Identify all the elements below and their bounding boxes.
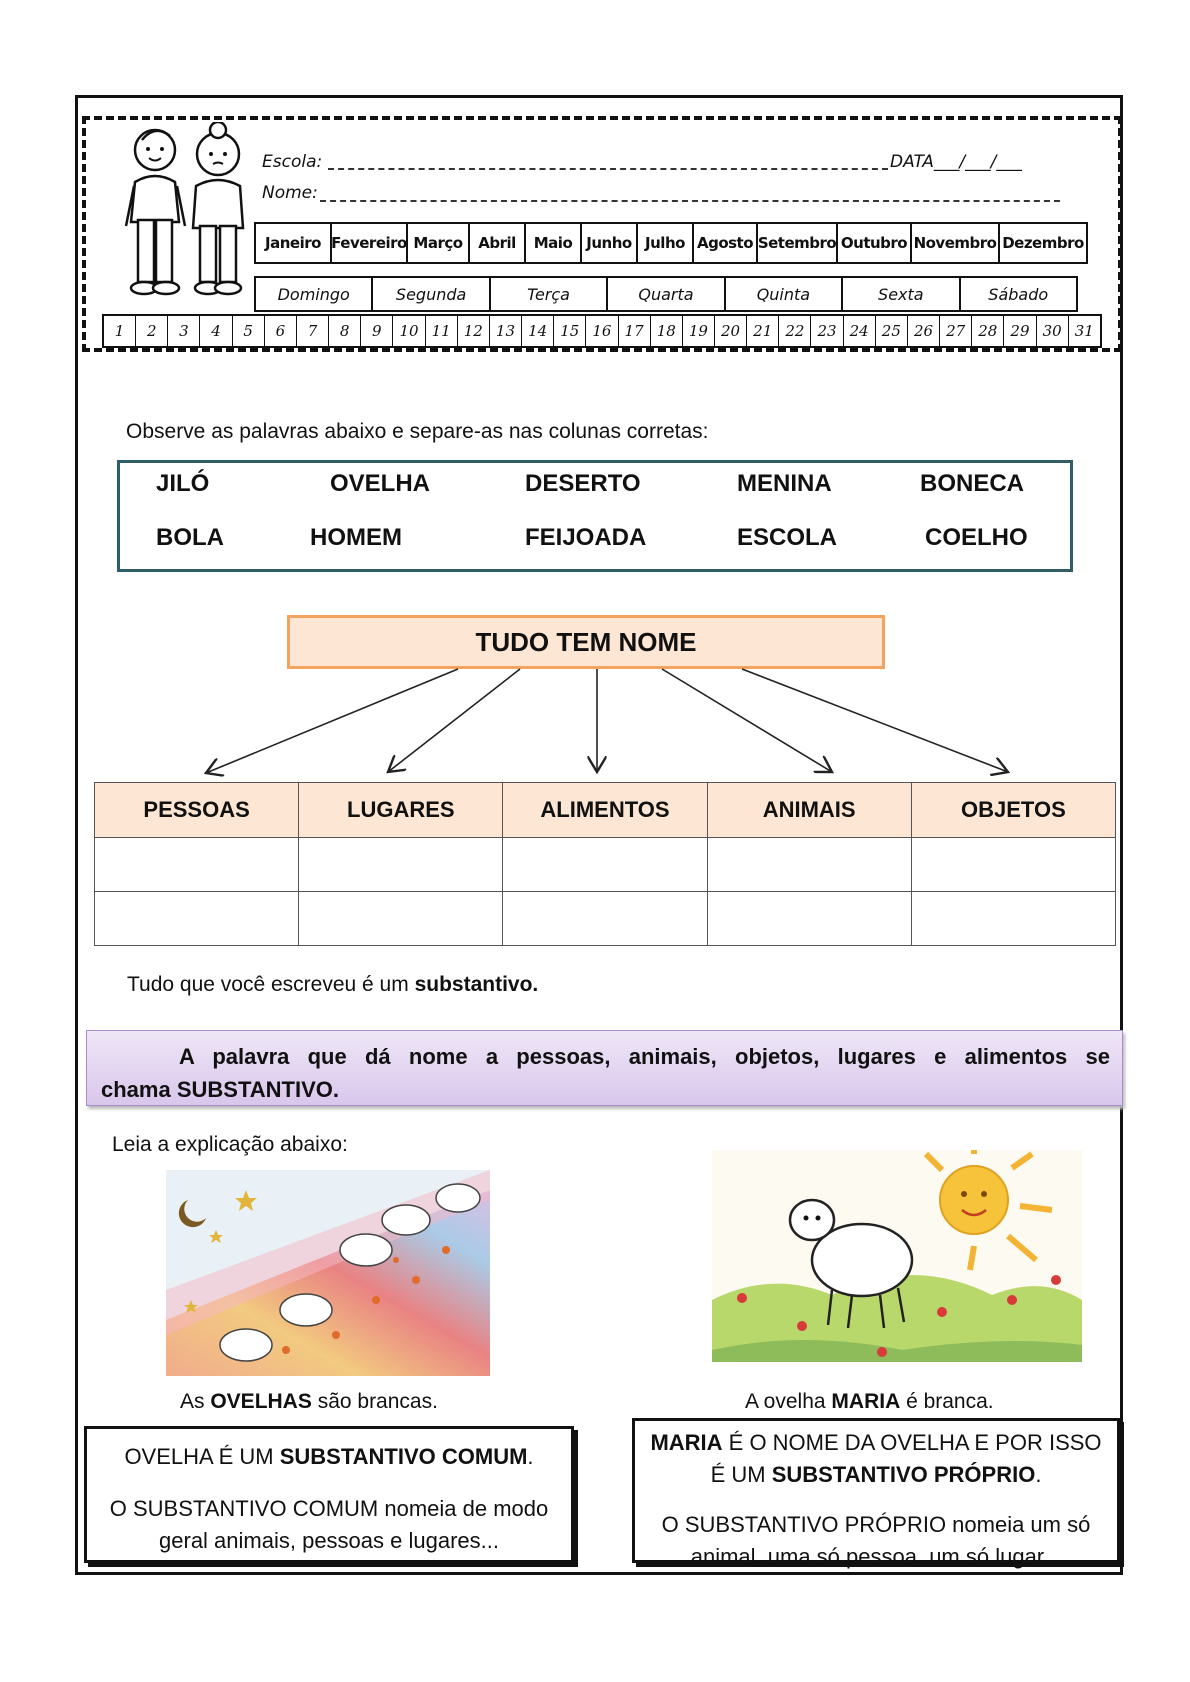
month-cell[interactable]: Novembro [912, 224, 1000, 262]
day-cell[interactable]: 6 [265, 316, 297, 346]
summary-text-bold: substantivo. [414, 973, 539, 996]
proper-noun-box [632, 1418, 1120, 1569]
day-cell[interactable]: 30 [1037, 316, 1069, 346]
common-noun-explanation: O SUBSTANTIVO COMUM nomeia de modo geral animais, pessoas e lugares... [109, 1496, 549, 1553]
instruction-text: Observe as palavras abaixo e separe-as nas colunas corretas: [126, 420, 709, 443]
day-cell[interactable]: 17 [619, 316, 651, 346]
date-label[interactable]: DATA___/___/___ [890, 152, 1022, 172]
right-caption-bold: MARIA [831, 1390, 901, 1413]
proper-noun-mid: É O NOME DA OVELHA E POR ISSO É UM [710, 1430, 1102, 1487]
category-header: LUGARES [299, 783, 503, 838]
day-cell[interactable]: 25 [876, 316, 908, 346]
day-cell[interactable]: 28 [972, 316, 1004, 346]
proper-noun-bold2: SUBSTANTIVO PRÓPRIO [771, 1462, 1036, 1487]
month-cell[interactable]: Abril [470, 224, 526, 262]
day-cell[interactable]: 2 [136, 316, 168, 346]
answer-cell[interactable] [299, 838, 503, 892]
category-table [94, 782, 1116, 946]
weekday-cell[interactable]: Sexta [843, 278, 960, 310]
word: OVELHA [330, 470, 431, 497]
word: FEIJOADA [525, 524, 647, 551]
proper-noun-explanation: O SUBSTANTIVO PRÓPRIO nomeia um só animal, uma só pessoa, um só lugar... [661, 1512, 1091, 1569]
word: DESERTO [525, 470, 641, 497]
common-noun-box [84, 1426, 574, 1563]
name-label: Nome: [262, 183, 318, 203]
answer-cell[interactable] [503, 838, 707, 892]
day-cell[interactable]: 24 [844, 316, 876, 346]
weekday-cell[interactable]: Domingo [256, 278, 373, 310]
day-cell[interactable]: 26 [908, 316, 940, 346]
word: COELHO [925, 524, 1028, 551]
month-cell[interactable]: Julho [638, 224, 694, 262]
day-cell[interactable]: 12 [458, 316, 490, 346]
weekday-cell[interactable]: Quarta [608, 278, 725, 310]
month-cell[interactable]: Março [408, 224, 470, 262]
summary-text [127, 973, 538, 997]
proper-noun-bold1: MARIA [650, 1430, 723, 1455]
day-cell[interactable]: 14 [522, 316, 554, 346]
day-cell[interactable]: 21 [747, 316, 779, 346]
day-cell[interactable]: 13 [490, 316, 522, 346]
sheep-sun-illustration [712, 1150, 1082, 1362]
answer-cell[interactable] [95, 892, 299, 946]
category-header: ALIMENTOS [503, 783, 707, 838]
answer-cell[interactable] [911, 892, 1115, 946]
school-label: Escola: [262, 152, 323, 172]
left-caption-bold: OVELHAS [210, 1390, 312, 1413]
answer-cell[interactable] [707, 892, 911, 946]
right-caption-pre: A ovelha [745, 1390, 832, 1413]
answer-cell[interactable] [911, 838, 1115, 892]
month-cell[interactable]: Dezembro [1002, 234, 1084, 252]
day-cell[interactable]: 18 [651, 316, 683, 346]
day-cell[interactable]: 11 [426, 316, 458, 346]
summary-text-plain: Tudo que você escreveu é um [127, 973, 415, 996]
answer-cell[interactable] [707, 838, 911, 892]
day-cell[interactable]: 15 [554, 316, 586, 346]
month-cell[interactable]: Maio [526, 224, 582, 262]
day-cell[interactable]: 1 [104, 316, 136, 346]
month-cell[interactable]: Outubro [838, 224, 912, 262]
day-cell[interactable]: 23 [811, 316, 843, 346]
month-cell[interactable]: Junho [582, 224, 638, 262]
month-cell[interactable]: Setembro [758, 224, 838, 262]
month-cell[interactable]: Janeiro [256, 224, 332, 262]
day-cell[interactable]: 16 [586, 316, 618, 346]
concept-title: TUDO TEM NOME [287, 615, 885, 669]
definition-line2: chama SUBSTANTIVO. [101, 1077, 339, 1102]
day-cell[interactable]: 27 [940, 316, 972, 346]
day-cell[interactable]: 20 [715, 316, 747, 346]
left-caption [180, 1390, 438, 1414]
word: JILÓ [156, 470, 210, 497]
day-cell[interactable]: 3 [168, 316, 200, 346]
day-cell[interactable]: 10 [393, 316, 425, 346]
proper-noun-post: . [1035, 1462, 1042, 1487]
day-cell[interactable]: 31 [1074, 322, 1094, 340]
definition-box [86, 1030, 1123, 1106]
category-header: OBJETOS [911, 783, 1115, 838]
day-cell[interactable]: 29 [1004, 316, 1036, 346]
word: BONECA [920, 470, 1025, 497]
category-header: ANIMAIS [707, 783, 911, 838]
day-cell[interactable]: 7 [297, 316, 329, 346]
weekday-cell[interactable]: Terça [491, 278, 608, 310]
month-cell[interactable]: Agosto [694, 224, 758, 262]
proper-noun-statement [649, 1427, 1103, 1491]
right-caption-post: é branca. [900, 1390, 994, 1413]
common-noun-bold: SUBSTANTIVO COMUM [279, 1444, 528, 1469]
word: MENINA [737, 470, 832, 497]
month-cell[interactable]: Fevereiro [332, 224, 408, 262]
weekday-cell[interactable]: Quinta [726, 278, 843, 310]
day-cell[interactable]: 19 [683, 316, 715, 346]
sheep-night-illustration [166, 1170, 490, 1376]
definition-line1: A palavra que dá nome a pessoas, animais, objetos, lugares e alimentos se [179, 1044, 1110, 1069]
common-noun-post: . [527, 1444, 534, 1469]
word: ESCOLA [737, 524, 838, 551]
common-noun-statement [101, 1441, 557, 1473]
day-cell[interactable]: 9 [361, 316, 393, 346]
connector-arrows [0, 0, 1190, 800]
right-caption [745, 1390, 994, 1414]
category-header: PESSOAS [95, 783, 299, 838]
day-cell[interactable]: 8 [329, 316, 361, 346]
weekday-cell[interactable]: Sábado [988, 284, 1049, 304]
explanation-intro: Leia a explicação abaixo: [112, 1133, 348, 1156]
answer-cell[interactable] [503, 892, 707, 946]
left-caption-pre: As [180, 1390, 211, 1413]
answer-cell[interactable] [95, 838, 299, 892]
day-cell[interactable]: 4 [200, 316, 232, 346]
day-cell[interactable]: 22 [779, 316, 811, 346]
word: HOMEM [310, 524, 402, 551]
weekday-cell[interactable]: Segunda [373, 278, 490, 310]
word: BOLA [156, 524, 224, 551]
day-cell[interactable]: 5 [233, 316, 265, 346]
answer-cell[interactable] [299, 892, 503, 946]
left-caption-post: são brancas. [311, 1390, 438, 1413]
common-noun-pre: OVELHA É UM [124, 1444, 280, 1469]
